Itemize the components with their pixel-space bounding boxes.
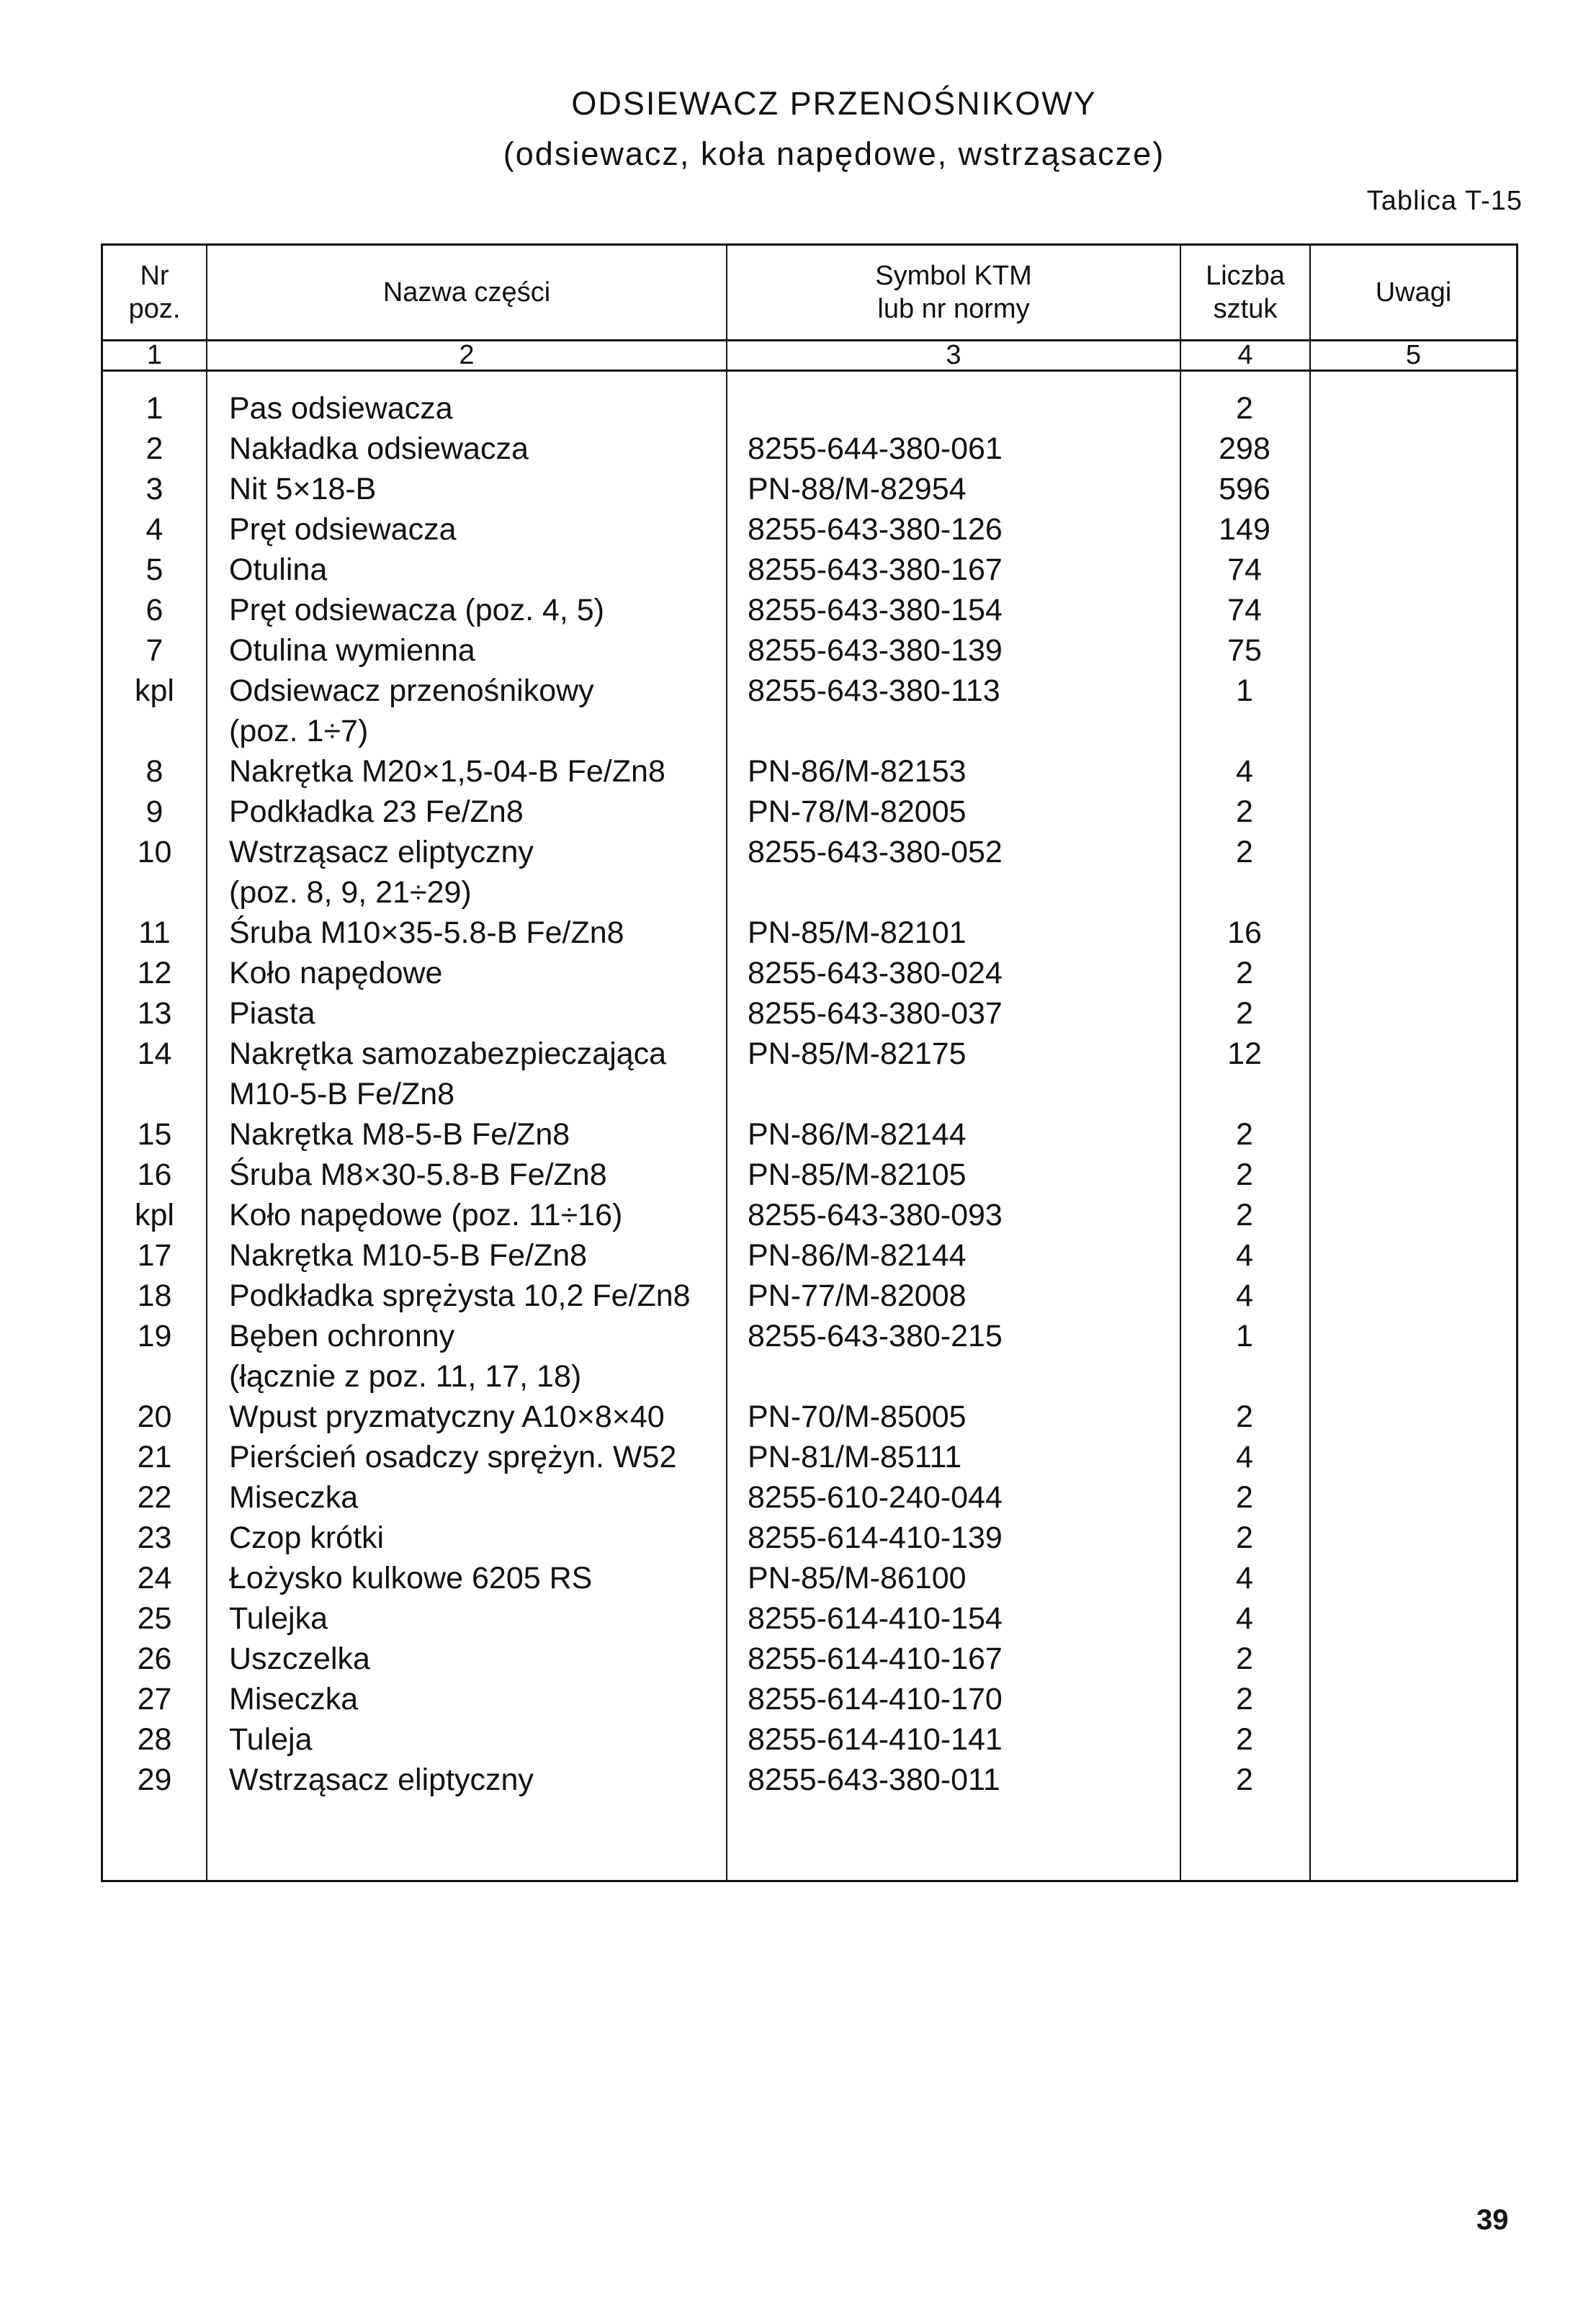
row-qty: 2 <box>1236 1642 1253 1676</box>
header-qty-line1: Liczba <box>1206 261 1285 291</box>
row-qty: 4 <box>1236 1601 1253 1636</box>
row-symbol: PN-85/M-86100 <box>748 1561 967 1595</box>
row-name: Koło napędowe (poz. 11÷16) <box>229 1198 623 1232</box>
row-symbol: PN-86/M-82153 <box>748 754 967 789</box>
table-row <box>103 1358 1516 1398</box>
row-nr: 27 <box>137 1682 172 1716</box>
table-row <box>103 1277 1516 1317</box>
table-body <box>103 390 1516 1801</box>
table-row <box>103 753 1516 793</box>
row-nr: 4 <box>145 512 163 547</box>
table-row <box>103 1116 1516 1156</box>
header-name-text: Nazwa części <box>382 277 551 308</box>
row-name: Piasta <box>229 996 315 1031</box>
row-symbol: 8255-614-410-167 <box>748 1642 1003 1676</box>
page-number: 39 <box>1476 2204 1509 2236</box>
row-qty: 298 <box>1219 431 1270 466</box>
row-nr: 28 <box>137 1722 172 1757</box>
row-qty: 74 <box>1227 552 1262 587</box>
row-name: (poz. 8, 9, 21÷29) <box>229 875 472 910</box>
row-symbol: 8255-644-380-061 <box>748 431 1003 466</box>
row-name: Śruba M10×35-5.8-B Fe/Zn8 <box>229 915 624 950</box>
row-nr: 26 <box>137 1642 172 1676</box>
row-name: Łożysko kulkowe 6205 RS <box>229 1561 593 1595</box>
table-row <box>103 1600 1516 1640</box>
row-symbol: PN-86/M-82144 <box>748 1117 967 1152</box>
table-row <box>103 1317 1516 1358</box>
row-name: Wpust pryzmatyczny A10×8×40 <box>229 1400 665 1434</box>
row-name: (poz. 1÷7) <box>229 714 369 748</box>
table-row <box>103 591 1516 632</box>
header-symbol <box>727 246 1180 339</box>
row-symbol: PN-85/M-82105 <box>748 1158 967 1192</box>
row-symbol: 8255-643-380-052 <box>748 835 1003 869</box>
table-row <box>103 470 1516 511</box>
row-qty: 149 <box>1219 512 1270 547</box>
row-qty: 4 <box>1236 1238 1253 1273</box>
row-nr: 17 <box>137 1238 172 1273</box>
row-symbol: 8255-614-410-141 <box>748 1722 1003 1757</box>
row-symbol: 8255-643-380-113 <box>748 673 1000 708</box>
row-nr: 22 <box>137 1480 172 1515</box>
row-qty: 2 <box>1236 956 1253 990</box>
row-nr: 12 <box>137 956 172 990</box>
row-qty: 74 <box>1227 593 1262 627</box>
header-notes-text: Uwagi <box>1375 277 1452 308</box>
table-row <box>103 511 1516 551</box>
row-name: (łącznie z poz. 11, 17, 18) <box>229 1359 582 1394</box>
row-name: Nakrętka M20×1,5-04-B Fe/Zn8 <box>229 754 665 789</box>
row-qty: 4 <box>1236 1440 1253 1474</box>
parts-table <box>101 243 1518 1882</box>
row-name: Miseczka <box>229 1480 359 1515</box>
header-nr-line2: poz. <box>128 294 181 324</box>
document-subtitle: (odsiewacz, koła napędowe, wstrząsacze) <box>503 135 1165 172</box>
row-name: Wstrząsacz eliptyczny <box>229 1763 534 1797</box>
table-row <box>103 995 1516 1035</box>
table-row <box>103 954 1516 995</box>
row-name: Odsiewacz przenośnikowy <box>229 673 594 708</box>
row-name: Nakładka odsiewacza <box>229 431 529 466</box>
row-name: Pierścień osadczy sprężyn. W52 <box>229 1440 677 1474</box>
table-row <box>103 1519 1516 1559</box>
table-row <box>103 914 1516 954</box>
header-nr-line1: Nr <box>140 261 169 291</box>
row-nr: 9 <box>145 794 163 829</box>
header-divider <box>103 370 1516 372</box>
row-name: Tuleja <box>229 1722 313 1757</box>
row-name: Podkładka 23 Fe/Zn8 <box>229 794 524 829</box>
table-row <box>103 1398 1516 1438</box>
row-symbol: 8255-643-380-215 <box>748 1319 1003 1353</box>
row-name: Pręt odsiewacza <box>229 512 457 547</box>
row-qty: 75 <box>1227 633 1262 668</box>
row-nr: 19 <box>137 1319 172 1353</box>
row-symbol: 8255-643-380-093 <box>748 1198 1003 1232</box>
header-name <box>207 246 726 339</box>
table-row <box>103 1237 1516 1277</box>
row-symbol: 8255-614-410-170 <box>748 1682 1003 1716</box>
row-nr: 2 <box>145 431 163 466</box>
table-row <box>103 1761 1516 1801</box>
row-symbol: 8255-643-380-011 <box>748 1763 1000 1797</box>
table-row <box>103 1640 1516 1680</box>
row-name: Wstrząsacz eliptyczny <box>229 835 534 869</box>
row-symbol: PN-86/M-82144 <box>748 1238 967 1273</box>
row-name: Pręt odsiewacza (poz. 4, 5) <box>229 593 605 627</box>
row-qty: 2 <box>1236 1198 1253 1232</box>
row-qty: 4 <box>1236 1561 1253 1595</box>
row-symbol: PN-85/M-82101 <box>748 915 967 950</box>
header-qty <box>1181 246 1309 339</box>
row-nr: kpl <box>135 1198 174 1232</box>
row-nr: 24 <box>137 1561 172 1595</box>
table-row <box>103 1438 1516 1479</box>
row-qty: 2 <box>1236 996 1253 1031</box>
table-row <box>103 390 1516 430</box>
row-qty: 2 <box>1236 1400 1253 1434</box>
row-symbol: 8255-643-380-126 <box>748 512 1003 547</box>
row-qty: 4 <box>1236 754 1253 789</box>
row-qty: 2 <box>1236 1722 1253 1757</box>
row-name: Uszczelka <box>229 1642 370 1676</box>
row-symbol: PN-78/M-82005 <box>748 794 967 829</box>
row-qty: 1 <box>1236 1319 1253 1353</box>
row-qty: 2 <box>1236 1158 1253 1192</box>
table-row <box>103 833 1516 874</box>
document-title: ODSIEWACZ PRZENOŚNIKOWY <box>571 85 1097 122</box>
row-qty: 16 <box>1227 915 1262 950</box>
row-nr: 7 <box>145 633 163 668</box>
table-row <box>103 712 1516 753</box>
row-name: Tulejka <box>229 1601 328 1636</box>
row-symbol: PN-81/M-85111 <box>748 1440 962 1474</box>
row-name: Podkładka sprężysta 10,2 Fe/Zn8 <box>229 1279 691 1313</box>
row-symbol: 8255-643-380-024 <box>748 956 1003 990</box>
column-number-1: 1 <box>146 339 163 370</box>
row-nr: 6 <box>145 593 163 627</box>
header-symbol-line1: Symbol KTM <box>875 261 1032 291</box>
table-row <box>103 874 1516 914</box>
row-nr: 21 <box>137 1440 172 1474</box>
row-qty: 2 <box>1236 794 1253 829</box>
row-name: Bęben ochronny <box>229 1319 455 1353</box>
row-name: M10-5-B Fe/Zn8 <box>229 1077 455 1111</box>
row-nr: 20 <box>137 1400 172 1434</box>
row-qty: 2 <box>1236 835 1253 869</box>
table-row <box>103 672 1516 712</box>
row-qty: 1 <box>1236 673 1253 708</box>
header-symbol-line2: lub nr normy <box>877 294 1030 324</box>
table-row <box>103 430 1516 470</box>
table-row <box>103 551 1516 591</box>
column-number-5: 5 <box>1405 339 1422 370</box>
header-nr <box>103 246 206 339</box>
table-row <box>103 793 1516 833</box>
row-name: Nakrętka M10-5-B Fe/Zn8 <box>229 1238 588 1273</box>
row-name: Otulina wymienna <box>229 633 475 668</box>
row-name: Nakrętka M8-5-B Fe/Zn8 <box>229 1117 570 1152</box>
row-nr: 1 <box>145 391 163 426</box>
row-nr: 11 <box>138 915 171 950</box>
row-nr: 23 <box>137 1521 172 1555</box>
row-symbol: 8255-614-410-139 <box>748 1521 1003 1555</box>
row-nr: 13 <box>137 996 172 1031</box>
row-nr: 18 <box>137 1279 172 1313</box>
row-symbol: PN-88/M-82954 <box>748 472 967 506</box>
table-label: Tablica T-15 <box>1366 186 1523 216</box>
row-name: Miseczka <box>229 1682 359 1716</box>
row-nr: 14 <box>137 1036 172 1071</box>
row-symbol: 8255-643-380-154 <box>748 593 1003 627</box>
row-nr: 29 <box>137 1763 172 1797</box>
table-row <box>103 1721 1516 1761</box>
row-qty: 4 <box>1236 1279 1253 1313</box>
column-number-2: 2 <box>459 339 475 370</box>
row-nr: 8 <box>145 754 163 789</box>
row-qty: 2 <box>1236 1682 1253 1716</box>
table-row <box>103 1075 1516 1116</box>
row-qty: 2 <box>1236 391 1253 426</box>
row-nr: 5 <box>145 552 163 587</box>
row-symbol: 8255-610-240-044 <box>748 1480 1003 1515</box>
row-symbol: 8255-643-380-139 <box>748 633 1003 668</box>
row-name: Nakrętka samozabezpieczająca <box>229 1036 667 1071</box>
column-number-4: 4 <box>1237 339 1253 370</box>
table-row <box>103 1156 1516 1196</box>
column-number-3: 3 <box>946 339 961 370</box>
row-symbol: 8255-643-380-037 <box>748 996 1003 1031</box>
header-qty-line2: sztuk <box>1213 294 1278 324</box>
row-symbol: PN-70/M-85005 <box>748 1400 967 1434</box>
row-symbol: 8255-643-380-167 <box>748 552 1003 587</box>
row-qty: 2 <box>1236 1763 1253 1797</box>
row-qty: 2 <box>1236 1480 1253 1515</box>
header-notes <box>1311 246 1516 339</box>
row-qty: 2 <box>1236 1521 1253 1555</box>
row-qty: 12 <box>1227 1036 1262 1071</box>
table-row <box>103 1196 1516 1237</box>
row-nr: 15 <box>137 1117 172 1152</box>
table-row <box>103 632 1516 672</box>
row-qty: 2 <box>1236 1117 1253 1152</box>
row-name: Nit 5×18-B <box>229 472 377 506</box>
row-symbol: 8255-614-410-154 <box>748 1601 1003 1636</box>
row-symbol: PN-85/M-82175 <box>748 1036 967 1071</box>
row-nr: 3 <box>145 472 163 506</box>
table-row <box>103 1035 1516 1075</box>
row-symbol: PN-77/M-82008 <box>748 1279 967 1313</box>
table-row <box>103 1680 1516 1721</box>
row-name: Czop krótki <box>229 1521 385 1555</box>
row-nr: 10 <box>137 835 172 869</box>
row-name: Otulina <box>229 552 328 587</box>
table-row <box>103 1559 1516 1600</box>
row-nr: kpl <box>135 673 174 708</box>
row-nr: 25 <box>137 1601 172 1636</box>
row-nr: 16 <box>137 1158 172 1192</box>
row-qty: 596 <box>1219 472 1270 506</box>
table-row <box>103 1479 1516 1519</box>
row-name: Śruba M8×30-5.8-B Fe/Zn8 <box>229 1158 607 1192</box>
row-name: Pas odsiewacza <box>229 391 453 426</box>
row-name: Koło napędowe <box>229 956 443 990</box>
